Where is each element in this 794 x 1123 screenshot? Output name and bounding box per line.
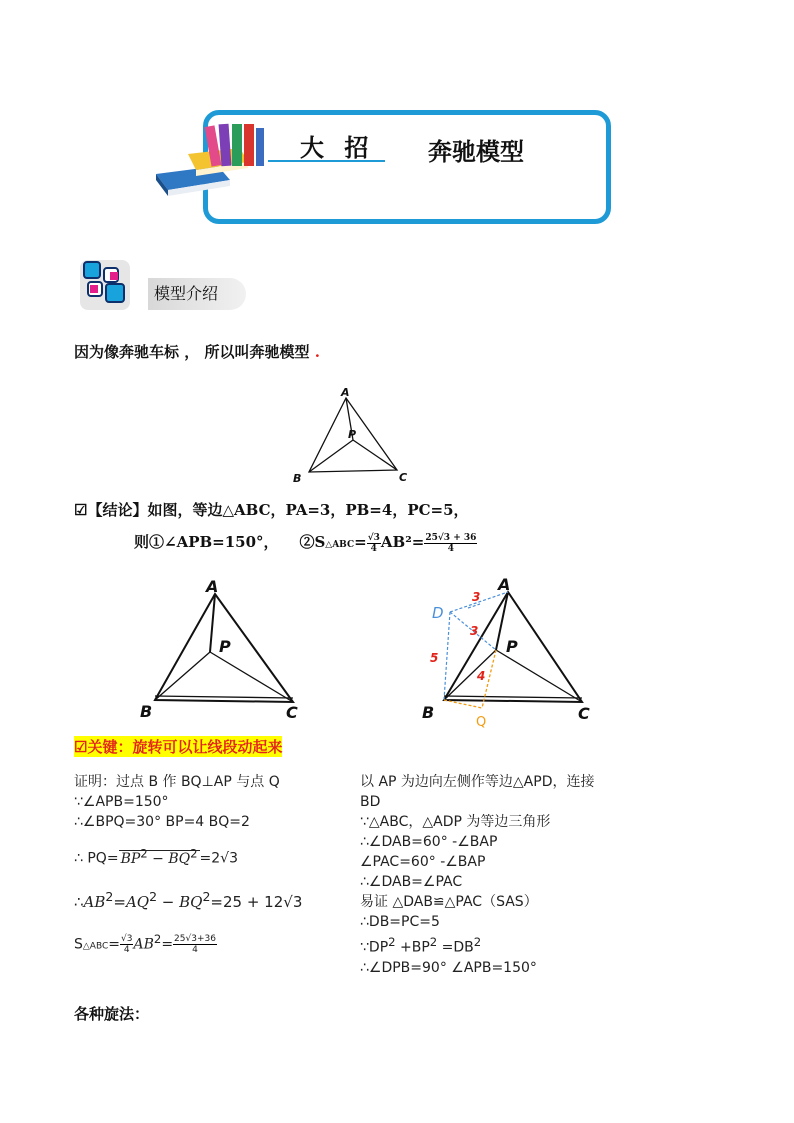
right-label-a: A [498,575,511,594]
left-label-c: C [286,703,298,722]
left-label-a: A [206,577,219,596]
right-triangle-figure [410,568,610,738]
right-label-c: C [578,704,590,723]
intro-text: 因为像奔驰车标 ， 所以叫奔驰模型 . [74,343,320,361]
right-label-p: P [506,637,518,656]
left-label-p: P [219,637,231,656]
checkbox-icon: ☑ [74,501,88,519]
left-triangle-figure [130,570,310,730]
section-title: 各种旋法： [74,1005,150,1023]
small-triangle-figure [285,382,415,490]
squares-icon [80,258,150,313]
key-point: ☑关键：旋转可以让线段动起来 [74,738,283,756]
proof-right: 以 AP 为边向左侧作等边△APD，连接 BD ∵△ABC，△ADP 为等边三角形 ∴∠DAB=60° -∠BAP ∠PAC=60° -∠BAP ∴∠DAB=∠PAC 易证 △DAB≌△PAC（SAS） ∴DB=PC=5 $\because DP^2 +BP^2 =DB^2$ ∴∠DPB=90° ∠APB=150° [360,774,595,976]
small-label-a: A [341,386,350,399]
conclusion-line1: ☑【结论】如图，等边△ABC，PA=3，PB=4，PC=5， [74,501,469,519]
right-label-q: Q [476,715,487,730]
right-side-3a: 3 [472,590,481,604]
small-label-p: P [348,428,357,441]
right-label-d: D [432,604,444,622]
right-side-5: 5 [430,651,439,665]
right-side-4: 4 [477,669,486,683]
books-icon [148,118,278,198]
small-label-b: B [293,472,302,485]
conclusion-line2: 则①∠APB=150°， ②S△ABC= $\frac{√3}{4}$ AB²= $\frac{25√3 + 36}{4}$ [134,532,477,554]
right-label-b: B [422,703,435,722]
banner-big-label: 大 招 [300,133,375,162]
right-side-3b: 3 [470,624,479,638]
section-tag-label: 模型介绍 [148,278,246,310]
small-label-c: C [399,471,408,484]
banner-title: 奔驰模型 [428,137,524,166]
left-label-b: B [140,702,153,721]
proof-left: 证明：过点 B 作 BQ⊥AP 与点 Q ∵∠APB=150° ∴∠BPQ=30° BP=4 BQ=2 ∴ $PQ= BP^2 - BQ^2 =2√3$ $\therefore AB^2=AQ^2 - BQ^2=25 + 12√3$ S△ABC= $\frac{√3}{4}$ $AB^2=$ $\frac{25√3+36}{4}$ [74,774,303,955]
